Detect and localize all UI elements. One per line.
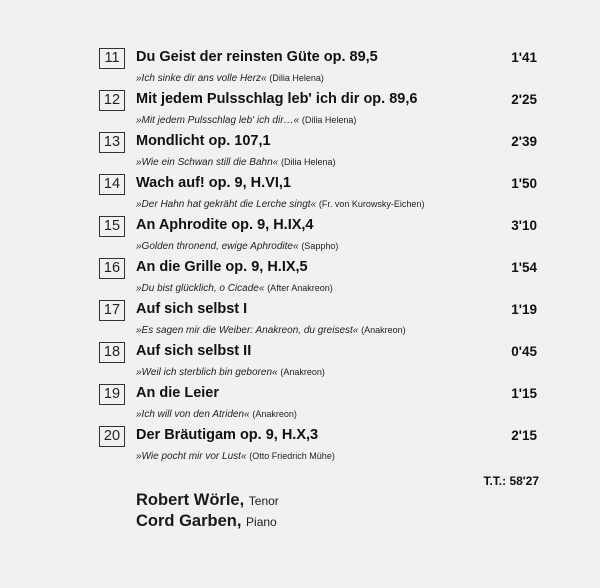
track-title: Der Bräutigam op. 9, H.X,3 bbox=[136, 427, 319, 443]
track-row bbox=[99, 342, 539, 383]
track-title: Auf sich selbst II bbox=[136, 343, 252, 359]
track-subtitle bbox=[136, 157, 336, 168]
track-number: 15 bbox=[99, 216, 125, 237]
track-subtitle bbox=[136, 451, 335, 462]
track-quote: »Du bist glücklich, o Cicade« bbox=[136, 283, 265, 294]
track-quote: »Wie ein Schwan still die Bahn« bbox=[136, 157, 279, 168]
track-author: (Anakreon) bbox=[361, 325, 406, 335]
track-duration: 2'15 bbox=[511, 428, 537, 443]
track-number: 18 bbox=[99, 342, 125, 363]
track-author: (Dilia Helena) bbox=[301, 115, 357, 125]
track-quote: »Es sagen mir die Weiber: Anakreon, du greisest« bbox=[136, 325, 359, 336]
track-duration: 2'39 bbox=[511, 134, 537, 149]
track-subtitle bbox=[136, 241, 338, 252]
performer-role: Piano bbox=[246, 515, 277, 529]
track-author: (Dilia Helena) bbox=[269, 73, 324, 83]
track-subtitle bbox=[136, 283, 333, 294]
track-author: (Dilia Helena) bbox=[281, 157, 336, 167]
track-duration: 1'50 bbox=[511, 176, 537, 191]
track-author: (Otto Friedrich Mühe) bbox=[249, 451, 335, 461]
track-author: (Anakreon) bbox=[252, 409, 297, 419]
track-row bbox=[99, 132, 539, 173]
track-number: 16 bbox=[99, 258, 125, 279]
track-title: An die Leier bbox=[136, 385, 219, 401]
track-title: An die Grille op. 9, H.IX,5 bbox=[136, 259, 308, 275]
track-duration: 1'41 bbox=[511, 50, 537, 65]
track-author: (Anakreon) bbox=[280, 367, 325, 377]
track-quote: »Weil ich sterblich bin geboren« bbox=[136, 367, 278, 378]
track-duration: 0'45 bbox=[511, 344, 537, 359]
track-title: Auf sich selbst I bbox=[136, 301, 248, 317]
track-title: Mondlicht op. 107,1 bbox=[136, 133, 271, 149]
track-row bbox=[99, 48, 539, 89]
track-title: Mit jedem Pulsschlag leb' ich dir op. 89,6 bbox=[136, 91, 418, 107]
performer-piano bbox=[136, 512, 277, 531]
track-number: 14 bbox=[99, 174, 125, 195]
track-duration: 2'25 bbox=[511, 92, 537, 107]
track-duration: 1'19 bbox=[511, 302, 537, 317]
track-quote: »Ich sinke dir ans volle Herz« bbox=[136, 73, 267, 84]
track-row bbox=[99, 90, 539, 131]
track-number: 12 bbox=[99, 90, 125, 111]
track-author: (Fr. von Kurowsky-Eichen) bbox=[318, 199, 425, 209]
track-title: Du Geist der reinsten Güte op. 89,5 bbox=[136, 49, 378, 65]
track-number: 19 bbox=[99, 384, 125, 405]
track-row bbox=[99, 216, 539, 257]
track-subtitle bbox=[136, 73, 324, 84]
performer-role: Tenor bbox=[248, 494, 279, 508]
track-row bbox=[99, 384, 539, 425]
track-quote: »Mit jedem Pulsschlag leb' ich dir…« bbox=[136, 115, 300, 126]
track-subtitle bbox=[136, 367, 325, 378]
track-author: (After Anakreon) bbox=[267, 283, 333, 293]
performer-name: Robert Wörle, bbox=[136, 491, 245, 509]
track-quote: »Der Hahn hat gekräht die Lerche singt« bbox=[136, 199, 317, 210]
track-quote: »Ich will von den Atriden« bbox=[136, 409, 250, 420]
track-number: 20 bbox=[99, 426, 125, 447]
track-quote: »Wie pocht mir vor Lust« bbox=[136, 451, 247, 462]
track-quote: »Golden thronend, ewige Aphrodite« bbox=[136, 241, 299, 252]
track-row bbox=[99, 258, 539, 299]
track-number: 11 bbox=[99, 48, 125, 69]
track-duration: 1'54 bbox=[511, 260, 537, 275]
track-row bbox=[99, 300, 539, 341]
track-subtitle bbox=[136, 409, 297, 420]
track-subtitle bbox=[136, 325, 406, 336]
track-duration: 1'15 bbox=[511, 386, 537, 401]
track-number: 17 bbox=[99, 300, 125, 321]
track-author: (Sappho) bbox=[301, 241, 339, 251]
track-number: 13 bbox=[99, 132, 125, 153]
track-subtitle bbox=[136, 115, 356, 126]
performer-tenor bbox=[136, 491, 279, 510]
performer-name: Cord Garben, bbox=[136, 512, 242, 530]
track-subtitle bbox=[136, 199, 424, 210]
track-title: An Aphrodite op. 9, H.IX,4 bbox=[136, 217, 314, 233]
total-time: T.T.: 58'27 bbox=[483, 474, 539, 488]
track-title: Wach auf! op. 9, H.VI,1 bbox=[136, 175, 291, 191]
track-row bbox=[99, 426, 539, 467]
track-duration: 3'10 bbox=[511, 218, 537, 233]
track-row bbox=[99, 174, 539, 215]
